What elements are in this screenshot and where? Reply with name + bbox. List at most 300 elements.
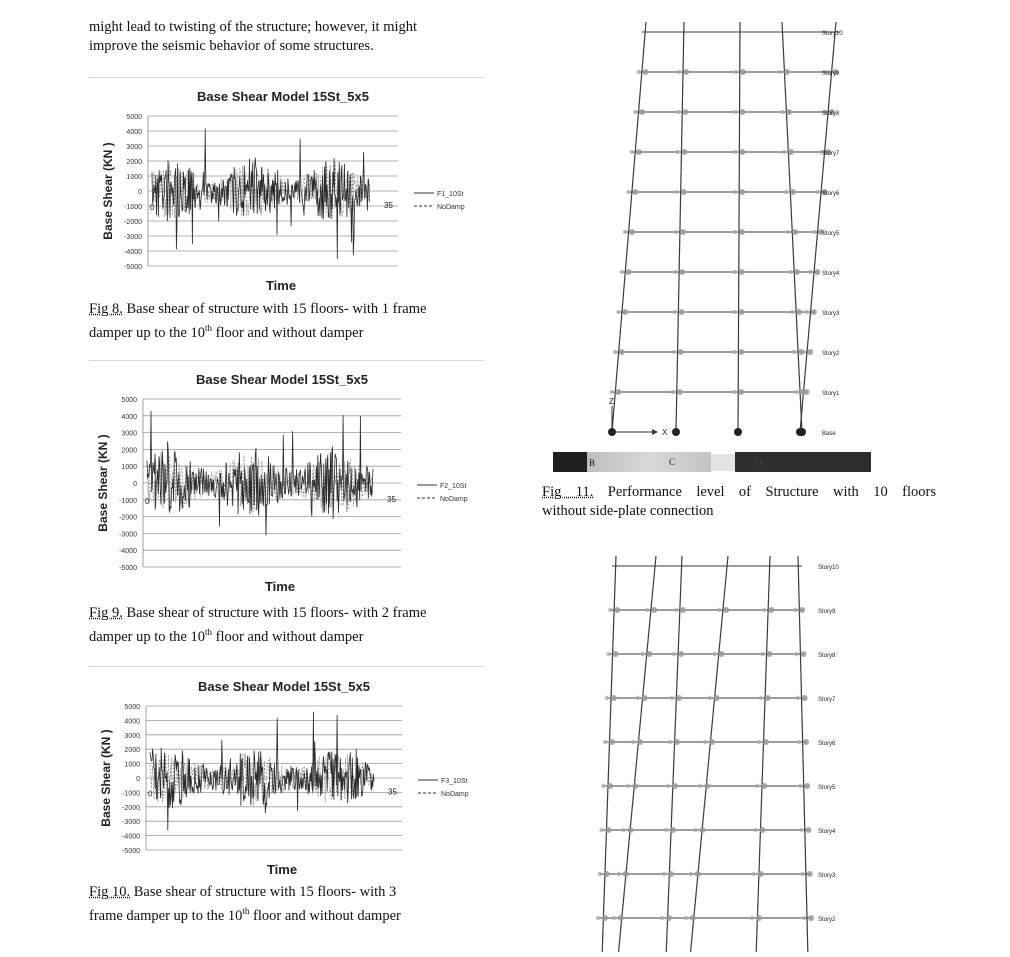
- caption-text: floor and without damper: [212, 628, 364, 645]
- plastic-hinge: [712, 652, 716, 656]
- plastic-hinge: [668, 740, 672, 744]
- story-label: Story2: [822, 351, 840, 357]
- plastic-hinge: [633, 110, 637, 114]
- plastic-hinge: [808, 270, 812, 274]
- plastic-hinge: [788, 149, 794, 155]
- plastic-hinge: [660, 916, 664, 920]
- plastic-hinge: [797, 740, 801, 744]
- level-block-b: [553, 452, 587, 472]
- plastic-hinge: [807, 871, 813, 877]
- figure-label: Fig 8.: [89, 301, 123, 317]
- y-tick-label: 5000: [126, 114, 142, 121]
- y-tick-label: -3000: [122, 819, 140, 827]
- plastic-hinge: [622, 309, 628, 315]
- plastic-hinge: [798, 784, 802, 788]
- plastic-hinge: [786, 109, 792, 115]
- plastic-hinge: [674, 739, 680, 745]
- plastic-hinge: [792, 350, 796, 354]
- plastic-hinge: [647, 651, 653, 657]
- frame-column: [798, 556, 808, 952]
- frame-column: [690, 556, 728, 952]
- y-tick-label: 0: [133, 481, 137, 488]
- plastic-hinge: [678, 349, 684, 355]
- frame-performance-diagram-top: [590, 18, 870, 448]
- plastic-hinge: [617, 872, 621, 876]
- plastic-hinge: [606, 652, 610, 656]
- plastic-hinge: [807, 349, 813, 355]
- story-label: Story9: [818, 609, 836, 615]
- plastic-hinge: [750, 916, 754, 920]
- plastic-hinge: [630, 150, 634, 154]
- x-start-label: 0: [150, 203, 155, 212]
- plastic-hinge: [782, 150, 786, 154]
- plastic-hinge: [664, 828, 668, 832]
- plastic-hinge: [645, 608, 649, 612]
- plastic-hinge: [632, 783, 638, 789]
- plastic-hinge: [680, 607, 686, 613]
- plastic-hinge: [681, 189, 687, 195]
- plastic-hinge: [609, 390, 613, 394]
- plastic-hinge: [797, 390, 801, 394]
- x-axis-label: Time: [264, 579, 296, 594]
- plastic-hinge: [812, 230, 816, 234]
- plastic-hinge: [784, 190, 788, 194]
- story-label: Story10: [818, 565, 839, 571]
- plastic-hinge: [639, 109, 645, 115]
- plastic-hinge: [790, 310, 794, 314]
- plastic-hinge: [778, 70, 782, 74]
- x-end-label: 35: [384, 201, 393, 210]
- plastic-hinge: [753, 828, 757, 832]
- x-start-label: 0: [145, 496, 150, 506]
- y-tick-label: -4000: [124, 249, 142, 256]
- y-tick-label: -5000: [119, 565, 137, 572]
- plastic-hinge: [613, 651, 619, 657]
- frame-column: [602, 556, 616, 952]
- separator: [89, 360, 484, 361]
- y-tick-label: -4000: [122, 833, 140, 841]
- base-support: [734, 428, 742, 436]
- plastic-hinge: [739, 229, 745, 235]
- plastic-hinge: [793, 608, 797, 612]
- plastic-hinge: [631, 740, 635, 744]
- plastic-hinge: [804, 783, 810, 789]
- story-label: Story10: [822, 31, 843, 37]
- plastic-hinge: [784, 69, 790, 75]
- story-label: Story3: [818, 873, 836, 879]
- base-support: [608, 428, 616, 436]
- plastic-hinge: [666, 784, 670, 788]
- y-tick-label: -3000: [124, 234, 142, 241]
- caption-text: damper up to the 10: [89, 628, 205, 645]
- figure-label: Fig 9.: [89, 605, 123, 621]
- base-shear-chart-3: [96, 672, 494, 878]
- plastic-hinge: [802, 695, 808, 701]
- plastic-hinge: [690, 915, 696, 921]
- chart-title: Base Shear Model 15St_5x5: [198, 679, 370, 694]
- plastic-hinge: [723, 607, 729, 613]
- y-tick-label: 1000: [124, 761, 140, 769]
- plastic-hinge: [626, 190, 630, 194]
- y-tick-label: 3000: [121, 430, 137, 438]
- plastic-hinge: [689, 872, 693, 876]
- plastic-hinge: [700, 827, 706, 833]
- frame-column: [756, 556, 770, 952]
- plastic-hinge: [767, 651, 773, 657]
- plastic-hinge: [709, 739, 715, 745]
- caption-sup: th: [242, 906, 250, 916]
- caption-text: Base shear of structure with 15 floors- with 1 frame: [122, 301, 427, 317]
- plastic-hinge: [740, 109, 746, 115]
- plastic-hinge: [733, 190, 737, 194]
- story-label: Story9: [822, 71, 840, 77]
- plastic-hinge: [676, 695, 682, 701]
- plastic-hinge: [674, 608, 678, 612]
- level-block-gap: [711, 454, 735, 471]
- plastic-hinge: [680, 229, 686, 235]
- plastic-hinge: [762, 608, 766, 612]
- y-tick-label: 3000: [126, 144, 142, 151]
- y-tick-label: -2000: [122, 804, 140, 812]
- y-axis-label: Base Shear (KN ): [99, 729, 113, 827]
- plastic-hinge: [698, 784, 702, 788]
- legend-label: F2_10St: [440, 483, 467, 490]
- plastic-hinge: [662, 872, 666, 876]
- story-label: Story5: [822, 231, 840, 237]
- plastic-hinge: [739, 149, 745, 155]
- legend-label: NoDamp: [441, 791, 469, 798]
- y-tick-label: -3000: [119, 531, 137, 539]
- plastic-hinge: [792, 229, 798, 235]
- plastic-hinge: [672, 652, 676, 656]
- plastic-hinge: [757, 740, 761, 744]
- y-tick-label: -5000: [124, 264, 142, 271]
- level-label-d: D: [755, 458, 762, 468]
- story-label: Story4: [822, 271, 840, 277]
- axis-x-label: X: [662, 428, 668, 437]
- plastic-hinge: [672, 310, 676, 314]
- plastic-hinge: [765, 695, 771, 701]
- level-label-c: C: [669, 457, 676, 467]
- caption-text: damper up to the 10: [89, 324, 205, 341]
- plastic-hinge: [693, 828, 697, 832]
- caption-text: Base shear of structure with 15 floors- with 2 frame: [122, 605, 427, 621]
- plastic-hinge: [786, 230, 790, 234]
- y-tick-label: 1000: [121, 464, 137, 472]
- plastic-hinge: [640, 652, 644, 656]
- caption-text: floor and without damper: [212, 324, 364, 341]
- figure-11-caption: [542, 483, 936, 521]
- story-label: Story1: [822, 391, 840, 397]
- x-end-label: 35: [388, 787, 397, 797]
- plastic-hinge: [733, 230, 737, 234]
- story-label: Story4: [818, 829, 836, 835]
- plastic-hinge: [755, 784, 759, 788]
- axis-z-label: Z: [609, 397, 614, 406]
- y-tick-label: 4000: [124, 718, 140, 726]
- y-tick-label: -1000: [122, 790, 140, 798]
- plastic-hinge: [801, 350, 805, 354]
- plastic-hinge: [799, 828, 803, 832]
- plastic-hinge: [732, 350, 736, 354]
- frame-column: [782, 22, 802, 432]
- plastic-hinge: [675, 150, 679, 154]
- plastic-hinge: [768, 607, 774, 613]
- plastic-hinge: [732, 390, 736, 394]
- plastic-hinge: [802, 916, 806, 920]
- plastic-hinge: [674, 230, 678, 234]
- plastic-hinge: [611, 695, 617, 701]
- plastic-hinge: [672, 783, 678, 789]
- caption-text: Base shear of structure with 15 floors- with 3: [130, 884, 397, 900]
- caption-text: frame damper up to the 10: [89, 907, 243, 924]
- plastic-hinge: [618, 915, 624, 921]
- frame-column: [738, 22, 740, 432]
- caption-text: without side-plate connection: [542, 503, 714, 519]
- caption-text: Performance level of Structure with 10 floors: [593, 484, 936, 500]
- legend-label: F3_10St: [441, 778, 468, 785]
- plastic-hinge: [612, 916, 616, 920]
- y-tick-label: -2000: [124, 219, 142, 226]
- plastic-hinge: [604, 871, 610, 877]
- y-axis-label: Base Shear (KN ): [101, 142, 115, 240]
- plastic-hinge: [596, 916, 600, 920]
- story-label: Story6: [822, 191, 840, 197]
- legend-label: F1_10St: [437, 191, 464, 198]
- plastic-hinge: [678, 309, 684, 315]
- plastic-hinge: [609, 739, 615, 745]
- plastic-hinge: [623, 230, 627, 234]
- plastic-hinge: [717, 608, 721, 612]
- frame-column: [612, 22, 646, 432]
- plastic-hinge: [759, 696, 763, 700]
- plastic-hinge: [603, 740, 607, 744]
- plastic-hinge: [636, 70, 640, 74]
- plastic-hinge: [758, 871, 764, 877]
- plastic-hinge: [811, 309, 817, 315]
- story-label: Story7: [818, 697, 836, 703]
- plastic-hinge: [626, 269, 632, 275]
- plastic-hinge: [756, 915, 762, 921]
- plastic-hinge: [739, 269, 745, 275]
- plastic-hinge: [670, 827, 676, 833]
- plastic-hinge: [703, 740, 707, 744]
- plastic-hinge: [677, 389, 683, 395]
- plastic-hinge: [760, 827, 766, 833]
- y-tick-label: -2000: [119, 514, 137, 522]
- axis-x-arrowhead: [652, 429, 658, 435]
- figure-8-caption: [89, 300, 499, 343]
- plastic-hinge: [801, 651, 807, 657]
- plastic-hinge: [740, 69, 746, 75]
- y-tick-label: 2000: [126, 159, 142, 166]
- y-tick-label: 4000: [121, 413, 137, 421]
- x-end-label: 35: [387, 494, 396, 504]
- plastic-hinge: [614, 607, 620, 613]
- frame-column: [676, 22, 684, 432]
- plastic-hinge: [806, 827, 812, 833]
- figure-label: Fig 10.: [89, 884, 131, 900]
- plastic-hinge: [682, 149, 688, 155]
- y-axis-label: Base Shear (KN ): [96, 434, 110, 532]
- plastic-hinge: [613, 350, 617, 354]
- figure-label: Fig 11.: [542, 484, 594, 500]
- plastic-hinge: [668, 871, 674, 877]
- story-label: Story5: [818, 785, 836, 791]
- plastic-hinge: [763, 739, 769, 745]
- plastic-hinge: [815, 190, 819, 194]
- plastic-hinge: [636, 149, 642, 155]
- y-tick-label: 0: [138, 189, 142, 196]
- y-tick-label: -1000: [119, 497, 137, 505]
- plastic-hinge: [628, 827, 634, 833]
- plastic-hinge: [761, 783, 767, 789]
- frame-column: [618, 556, 656, 952]
- plastic-hinge: [695, 871, 701, 877]
- plastic-hinge: [796, 696, 800, 700]
- story-label: Base: [822, 431, 836, 437]
- intro-line-2: improve the seismic behavior of some structures.: [89, 38, 374, 54]
- plastic-hinge: [626, 784, 630, 788]
- y-tick-label: 2000: [124, 747, 140, 755]
- plastic-hinge: [601, 784, 605, 788]
- plastic-hinge: [733, 150, 737, 154]
- y-tick-label: 4000: [126, 129, 142, 136]
- plastic-hinge: [719, 651, 725, 657]
- plastic-hinge: [732, 310, 736, 314]
- x-start-label: 0: [148, 789, 153, 799]
- plastic-hinge: [599, 828, 603, 832]
- plastic-hinge: [671, 390, 675, 394]
- y-tick-label: 3000: [124, 732, 140, 740]
- plastic-hinge: [799, 607, 805, 613]
- plastic-hinge: [602, 915, 608, 921]
- y-tick-label: 1000: [126, 174, 142, 181]
- story-label: Story3: [822, 311, 840, 317]
- y-tick-label: -4000: [119, 548, 137, 556]
- plastic-hinge: [598, 872, 602, 876]
- plastic-hinge: [733, 110, 737, 114]
- legend-label: NoDamp: [437, 204, 465, 211]
- plastic-hinge: [803, 739, 809, 745]
- caption-text: floor and without damper: [249, 907, 401, 924]
- plastic-hinge: [608, 608, 612, 612]
- plastic-hinge: [796, 309, 802, 315]
- plastic-hinge: [805, 310, 809, 314]
- plastic-hinge: [642, 695, 648, 701]
- caption-sup: th: [204, 323, 212, 333]
- y-tick-label: -1000: [124, 204, 142, 211]
- plastic-hinge: [752, 872, 756, 876]
- plastic-hinge: [790, 189, 796, 195]
- figure-10-caption: [89, 883, 499, 926]
- plastic-hinge: [788, 270, 792, 274]
- plastic-hinge: [616, 310, 620, 314]
- plastic-hinge: [738, 389, 744, 395]
- plastic-hinge: [780, 110, 784, 114]
- story-label: Story7: [822, 151, 840, 157]
- plastic-hinge: [615, 389, 621, 395]
- base-support: [796, 428, 804, 436]
- plastic-hinge: [621, 828, 625, 832]
- plastic-hinge: [666, 915, 672, 921]
- plastic-hinge: [808, 915, 814, 921]
- plastic-hinge: [733, 270, 737, 274]
- performance-level-bar: [553, 451, 871, 473]
- caption-sup: th: [204, 627, 212, 637]
- plastic-hinge: [734, 70, 738, 74]
- plastic-hinge: [801, 872, 805, 876]
- plastic-hinge: [682, 109, 688, 115]
- plastic-hinge: [760, 652, 764, 656]
- plastic-hinge: [606, 827, 612, 833]
- plastic-hinge: [637, 739, 643, 745]
- plastic-hinge: [677, 70, 681, 74]
- story-label: Story6: [818, 741, 836, 747]
- plastic-hinge: [738, 349, 744, 355]
- level-block-c: [587, 452, 711, 472]
- x-axis-label: Time: [266, 862, 298, 877]
- y-tick-label: -5000: [122, 848, 140, 855]
- plastic-hinge: [629, 229, 635, 235]
- plastic-hinge: [607, 783, 613, 789]
- plastic-hinge: [673, 270, 677, 274]
- plastic-hinge: [739, 189, 745, 195]
- base-shear-chart-2: [93, 365, 493, 595]
- plastic-hinge: [632, 189, 638, 195]
- plastic-hinge: [643, 69, 649, 75]
- frame-performance-diagram-bottom: [570, 552, 870, 952]
- y-tick-label: 5000: [124, 704, 140, 711]
- story-label: Story8: [818, 653, 836, 659]
- plastic-hinge: [679, 269, 685, 275]
- plastic-hinge: [708, 696, 712, 700]
- plastic-hinge: [671, 350, 675, 354]
- plastic-hinge: [684, 916, 688, 920]
- plastic-hinge: [739, 309, 745, 315]
- story-label: Story2: [818, 917, 836, 923]
- level-label-b: B: [589, 458, 596, 468]
- plastic-hinge: [814, 269, 820, 275]
- y-tick-label: 5000: [121, 397, 137, 404]
- separator: [89, 77, 484, 78]
- plastic-hinge: [619, 270, 623, 274]
- plastic-hinge: [636, 696, 640, 700]
- y-tick-label: 0: [136, 776, 140, 783]
- plastic-hinge: [704, 783, 710, 789]
- intro-line-1: might lead to twisting of the structure; however, it might: [89, 19, 418, 35]
- plastic-hinge: [804, 389, 810, 395]
- y-tick-label: 2000: [121, 447, 137, 455]
- legend-label: NoDamp: [440, 496, 468, 503]
- plastic-hinge: [605, 696, 609, 700]
- plastic-hinge: [794, 652, 798, 656]
- plastic-hinge: [623, 871, 629, 877]
- figure-9-caption: [89, 604, 499, 647]
- plastic-hinge: [675, 190, 679, 194]
- story-label: Story8: [822, 111, 840, 117]
- plastic-hinge: [683, 69, 689, 75]
- chart-title: Base Shear Model 15St_5x5: [196, 372, 368, 387]
- base-support: [672, 428, 680, 436]
- plastic-hinge: [794, 269, 800, 275]
- plastic-hinge: [651, 607, 657, 613]
- separator: [89, 666, 484, 667]
- base-shear-chart-1: [98, 82, 490, 294]
- frame-column: [666, 556, 682, 952]
- x-axis-label: Time: [265, 278, 297, 293]
- frame-column: [800, 22, 836, 432]
